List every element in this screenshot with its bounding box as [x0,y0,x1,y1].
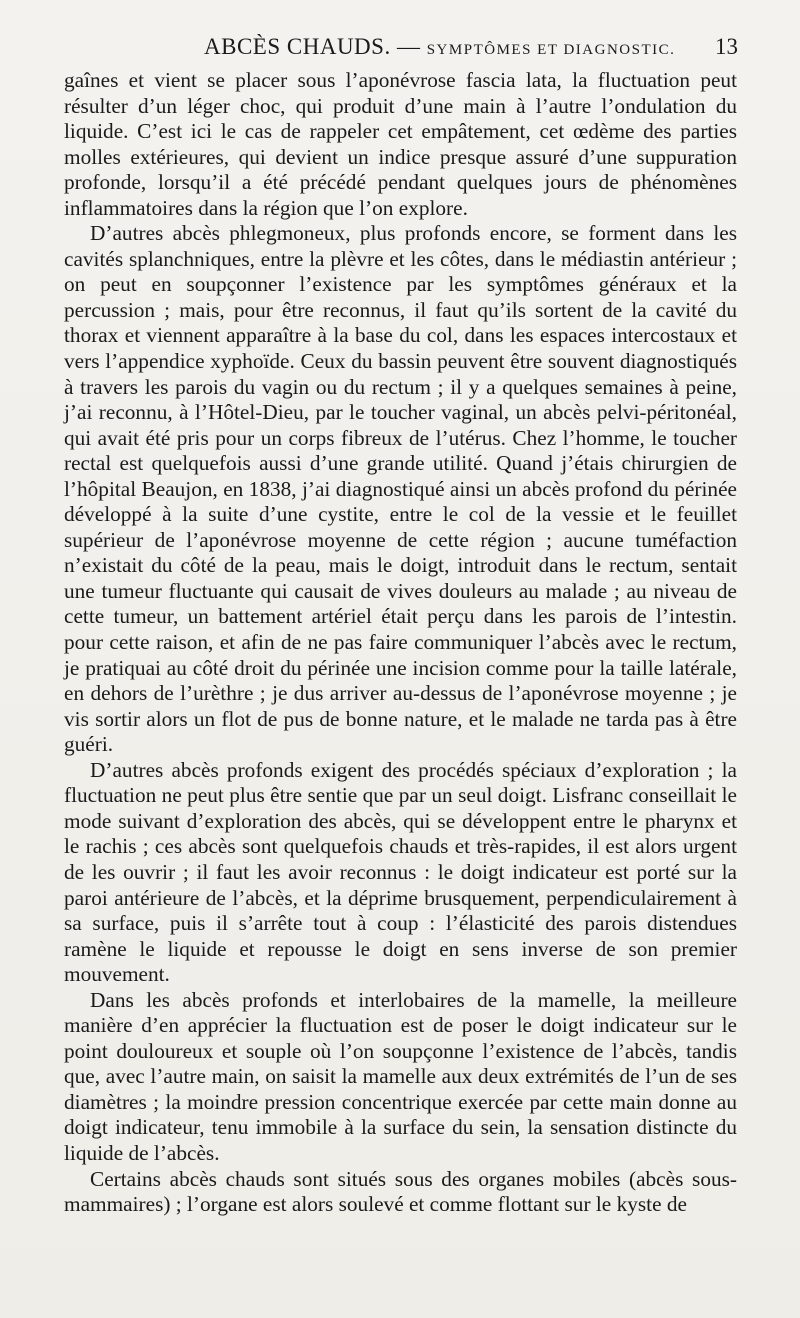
running-title-dash: — [396,34,421,59]
page-number: 13 [715,34,738,59]
running-title-subtitle: SYMPTÔMES ET DIAGNOSTIC. [426,42,676,58]
body-text [64,68,737,1218]
running-title-main: ABCÈS CHAUDS. [204,34,391,59]
paragraph-continued: gaînes et vient se placer sous l’aponévrose fascia lata, la fluctuation peut résulter d’un léger choc, qui produit d’une main à l’autre l’ondulation du liquide. C’est ici le cas de rappeler cet empâtement, cet œdème des parties molles extérieures, qui devient un indice presque assuré d’une suppuration profonde, lorsqu’il a été précédé pendant quelques jours de phénomènes inflammatoires dans la région que l’on explore. [64,68,737,220]
running-header [64,30,736,66]
paragraph: D’autres abcès phlegmoneux, plus profonds encore, se forment dans les cavités splanchniques, entre la plèvre et les côtes, dans le médiastin antérieur ; on peut en soupçonner l’existence par les symptômes généraux et la percussion ; mais, pour être reconnus, il faut qu’ils sortent de la cavité du thorax et viennent apparaître à la base du col, dans les espaces intercostaux et vers l’appendice xyphoïde. Ceux du bassin peuvent être souvent diagnostiqués à travers les parois du vagin ou du rectum ; il y a quelques semaines à peine, j’ai reconnu, à l’Hôtel-Dieu, par le toucher vaginal, un abcès pelvi-péritonéal, qui avait été pris pour un corps fibreux de l’utérus. Chez l’homme, le toucher rectal est quelquefois aussi d’une grande utilité. Quand j’étais chirurgien de l’hôpital Beaujon, en 1838, j’ai diagnostiqué ainsi un abcès profond du périnée développé à la suite d’une cystite, entre le col de la vessie et le feuillet supérieur de l’aponévrose moyenne de cette région ; aucune tuméfaction n’existait du côté de la peau, mais le doigt, introduit dans le rectum, sentait une tumeur fluctuante qui causait de vives douleurs au malade ; au niveau de cette tumeur, un battement artériel était perçu dans les parois de l’intestin. pour cette raison, et afin de ne pas faire communiquer l’abcès avec le rectum, je pratiquai au côté droit du périnée une incision comme pour la taille latérale, en dehors de l’urèthre ; je dus arriver au-dessus de l’aponévrose moyenne ; je vis sortir alors un flot de pus de bonne nature, et le malade ne tarda pas à être guéri. [64,221,737,757]
running-title [204,34,675,60]
paragraph: Certains abcès chauds sont situés sous des organes mobiles (abcès sous-mammaires) ; l’organe est alors soulevé et comme flottant sur le kyste de [64,1166,737,1217]
paragraph: D’autres abcès profonds exigent des procédés spéciaux d’exploration ; la fluctuation ne peut plus être sentie que par un seul doigt. Lisfranc conseillait le mode suivant d’exploration des abcès, qui se développent entre le pharynx et le rachis ; ces abcès sont quelquefois chauds et très-rapides, il est alors urgent de les ouvrir ; il faut les avoir reconnus : le doigt indicateur est porté sur la paroi antérieure de l’abcès, et la déprime brusquement, perpendiculairement à sa surface, puis il s’arrête tout à coup : l’élasticité des parois distendues ramène le liquide et repousse le doigt en sens inverse de son premier mouvement. [64,757,737,987]
paragraph: Dans les abcès profonds et interlobaires de la mamelle, la meilleure manière d’en apprécier la fluctuation est de poser le doigt indicateur sur le point douloureux et souple où l’on soupçonne l’existence de l’abcès, tandis que, avec l’autre main, on saisit la mamelle aux deux extrémités de l’un de ses diamètres ; la moindre pression concentrique exercée par cette main donne au doigt indicateur, tenu immobile à la surface du sein, la sensation distincte du liquide de l’abcès. [64,987,737,1165]
